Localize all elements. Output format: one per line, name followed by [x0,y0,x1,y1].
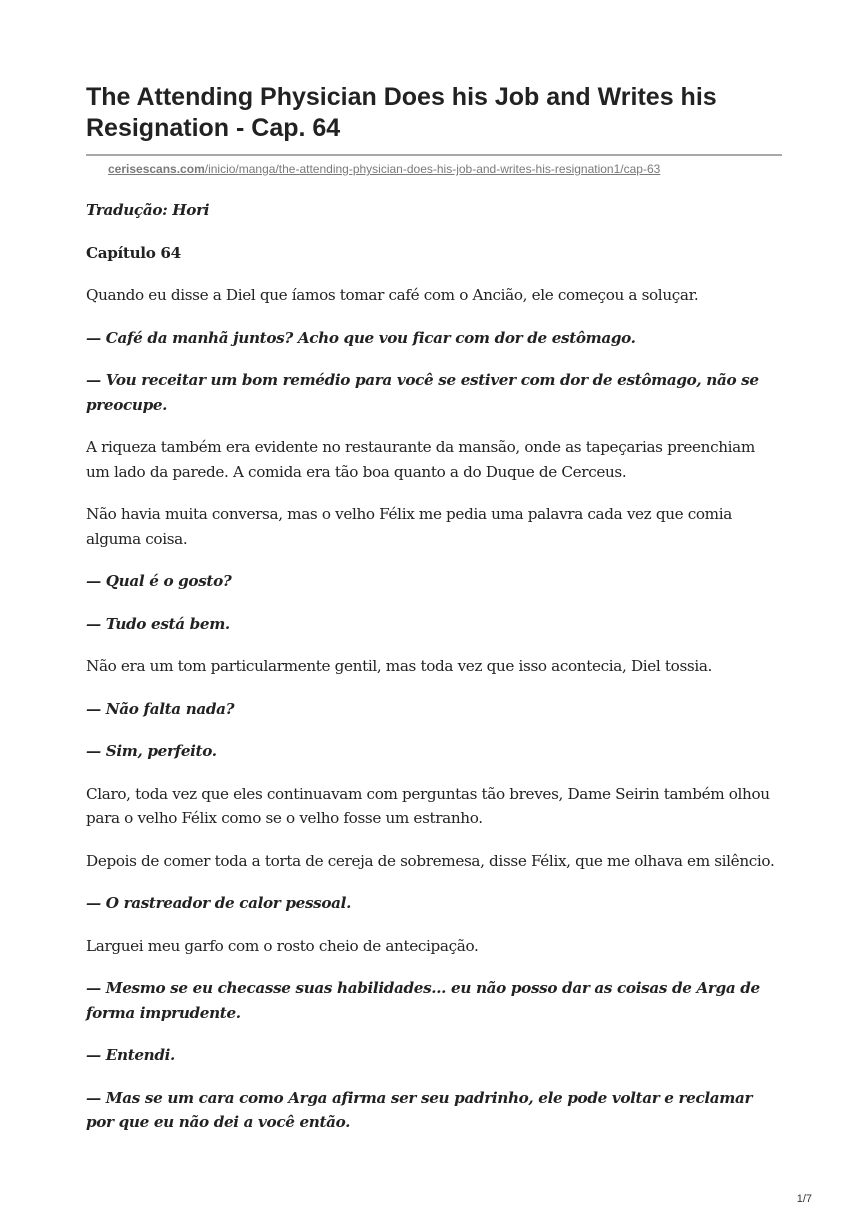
document-page [86,82,782,1153]
paragraph: Não era um tom particularmente gentil, mas toda vez que isso acontecia, Diel tossia. [86,657,713,675]
source-path[interactable]: /inicio/manga/the-attending-physician-does-his-job-and-writes-his-resignation1/cap-63 [204,162,661,176]
source-domain[interactable]: cerisescans.com [108,162,205,176]
dialogue-line: — Entendi. [86,1046,175,1064]
paragraph: Quando eu disse a Diel que íamos tomar café com o Ancião, ele começou a soluçar. [86,286,699,304]
dialogue-line: — Café da manhã juntos? Acho que vou ficar com dor de estômago. [86,328,636,347]
paragraph: Larguei meu garfo com o rosto cheio de antecipação. [86,936,479,955]
paragraph: Claro, toda vez que eles continuavam com perguntas tão breves, Dame Seirin também olhou para o velho Félix como se o velho fosse um estranho. [86,784,770,827]
dialogue-line: — Sim, perfeito. [86,742,217,760]
chapter-heading: Capítulo 64 [86,243,181,262]
source-link[interactable] [108,162,782,176]
dialogue-line: — Tudo está bem. [86,614,230,633]
dialogue-line: — Não falta nada? [86,699,235,718]
title-divider [86,154,782,156]
paragraph: Depois de comer toda a torta de cereja de sobremesa, disse Félix, que me olhava em silêncio. [86,851,775,870]
dialogue-line: — Qual é o gosto? [86,572,232,590]
translator-credit: Tradução: Hori [86,201,210,219]
chapter-content [86,198,782,1135]
paragraph: A riqueza também era evidente no restaurante da mansão, onde as tapeçarias preenchiam um lado da parede. A comida era tão boa quanto a do Duque de Cerceus. [86,438,755,481]
paragraph: Não havia muita conversa, mas o velho Félix me pedia uma palavra cada vez que comia alguma coisa. [86,505,732,548]
dialogue-line: — Mas se um cara como Arga afirma ser seu padrinho, ele pode voltar e reclamar por que eu não dei a você então. [86,1088,753,1131]
page-title: The Attending Physician Does his Job and Writes his Resignation - Cap. 64 [86,83,717,142]
dialogue-line: — O rastreador de calor pessoal. [86,894,352,912]
page-number: 1/7 [796,1193,812,1205]
dialogue-line: — Vou receitar um bom remédio para você se estiver com dor de estômago, não se preocupe. [86,371,759,414]
dialogue-line: — Mesmo se eu checasse suas habilidades... eu não posso dar as coisas de Arga de forma imprudente. [86,979,760,1022]
